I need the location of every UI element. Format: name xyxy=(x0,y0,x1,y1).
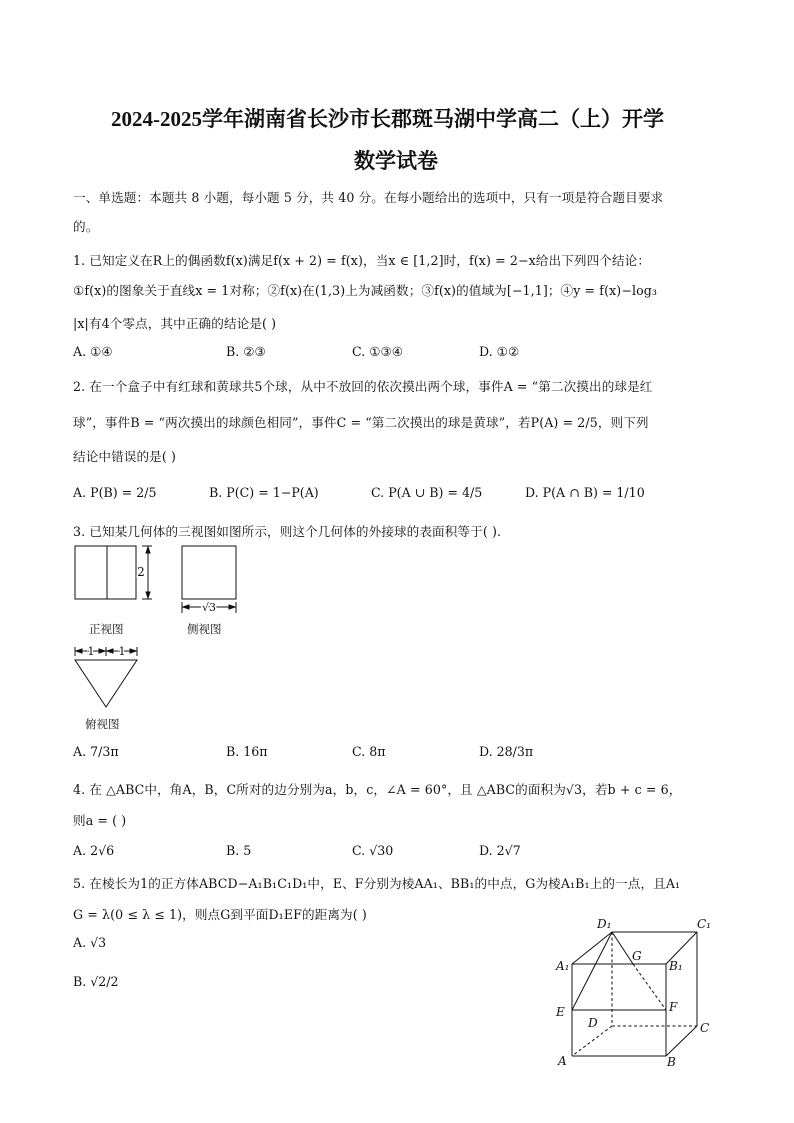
q4-option-b: B. 5 xyxy=(226,843,252,858)
q1-option-b: B. ②③ xyxy=(226,344,266,359)
q1-line3: |x|有4个零点，其中正确的结论是( ) xyxy=(73,316,277,331)
q4-line1: 4. 在 △ABC中，角A，B，C所对的边分别为a，b，c，∠A = 60°，且 △ABC的面积为√3，若b + c = 6， xyxy=(73,782,682,797)
q3-option-c: C. 8π xyxy=(352,744,386,759)
q3-option-b: B. 16π xyxy=(226,744,268,759)
cube-label-f: F xyxy=(669,1000,678,1014)
q3-line1: 3. 已知某几何体的三视图如图所示，则这个几何体的外接球的表面积等于( ). xyxy=(73,524,502,539)
label-top-view: 俯视图 xyxy=(85,717,120,731)
q2-line2: 球”，事件B = “两次摸出的球颜色相同”，事件C = “第二次摸出的球是黄球”，若P(A) = 2/5，则下列 xyxy=(73,415,649,430)
label-front-view: 正视图 xyxy=(89,622,124,636)
q2-option-d: D. P(A ∩ B) = 1/10 xyxy=(525,485,645,500)
cube-label-d: D xyxy=(588,1016,598,1030)
q3-option-a: A. 7/3π xyxy=(73,744,119,759)
cube-label-c: C xyxy=(700,1021,710,1035)
cube-label-c1: C₁ xyxy=(697,917,711,931)
cube-label-g: G xyxy=(632,949,642,963)
cube-label-a1: A₁ xyxy=(556,959,570,973)
section-header-line2: 的。 xyxy=(73,219,99,234)
q4-option-c: C. √30 xyxy=(352,843,394,858)
label-side-view: 侧视图 xyxy=(187,622,222,636)
q2-option-a: A. P(B) = 2/5 xyxy=(73,485,157,500)
q5-line2: G = λ(0 ≤ λ ≤ 1)，则点G到平面D₁EF的距离为( ) xyxy=(73,907,367,922)
exam-title: 2024-2025学年湖南省长沙市长郡斑马湖中学高二（上）开学 xyxy=(111,107,664,131)
q1-line2: ①f(x)的图象关于直线x = 1对称；②f(x)在(1,3)上为减函数；③f(x)的值域为[−1,1]；④y = f(x)−log₃ xyxy=(73,283,658,298)
q5-option-a: A. √3 xyxy=(73,935,107,950)
cube-label-a: A xyxy=(558,1054,567,1068)
dim-sqrt3: √3 xyxy=(201,601,217,614)
cube-label-b1: B₁ xyxy=(669,959,683,973)
q2-option-b: B. P(C) = 1−P(A) xyxy=(209,485,319,500)
top-view xyxy=(75,660,137,707)
front-view xyxy=(75,546,136,599)
q2-line1: 2. 在一个盒子中有红球和黄球共5个球，从中不放回的依次摸出两个球，事件A = “第二次摸出的球是红 xyxy=(73,379,653,394)
exam-subtitle: 数学试卷 xyxy=(354,149,438,173)
q4-line2: 则a = ( ) xyxy=(73,813,127,828)
dim-height-2: 2 xyxy=(137,565,145,579)
q2-line3: 结论中错误的是( ) xyxy=(73,449,176,464)
q3-option-d: D. 28/3π xyxy=(479,744,534,759)
dim-1-right: 1 xyxy=(118,645,126,658)
q2-option-c: C. P(A ∪ B) = 4/5 xyxy=(371,485,483,500)
side-view xyxy=(182,546,236,599)
q5-option-b: B. √2/2 xyxy=(73,974,119,989)
q1-line1: 1. 已知定义在R上的偶函数f(x)满足f(x + 2) = f(x)，当x ∈ [1,2]时，f(x) = 2−x给出下列四个结论： xyxy=(73,253,651,268)
q4-option-a: A. 2√6 xyxy=(73,843,115,858)
cube-figure xyxy=(550,910,720,1070)
cube-label-e: E xyxy=(556,1005,565,1019)
q1-option-d: D. ①② xyxy=(479,344,520,359)
cube-label-d1: D₁ xyxy=(597,917,612,931)
q5-line1: 5. 在棱长为1的正方体ABCD−A₁B₁C₁D₁中，E、F分别为棱AA₁、BB₁的中点，G为棱A₁B₁上的一点，且A₁ xyxy=(73,876,681,891)
q4-option-d: D. 2√7 xyxy=(479,843,521,858)
cube-label-b: B xyxy=(667,1055,676,1069)
dim-1-left: 1 xyxy=(87,645,95,658)
q1-option-a: A. ①④ xyxy=(73,344,113,359)
section-header-line1: 一、单选题：本题共 8 小题，每小题 5 分，共 40 分。在每小题给出的选项中，只有一项是符合题目要求 xyxy=(73,190,664,205)
q1-option-c: C. ①③④ xyxy=(352,344,404,359)
